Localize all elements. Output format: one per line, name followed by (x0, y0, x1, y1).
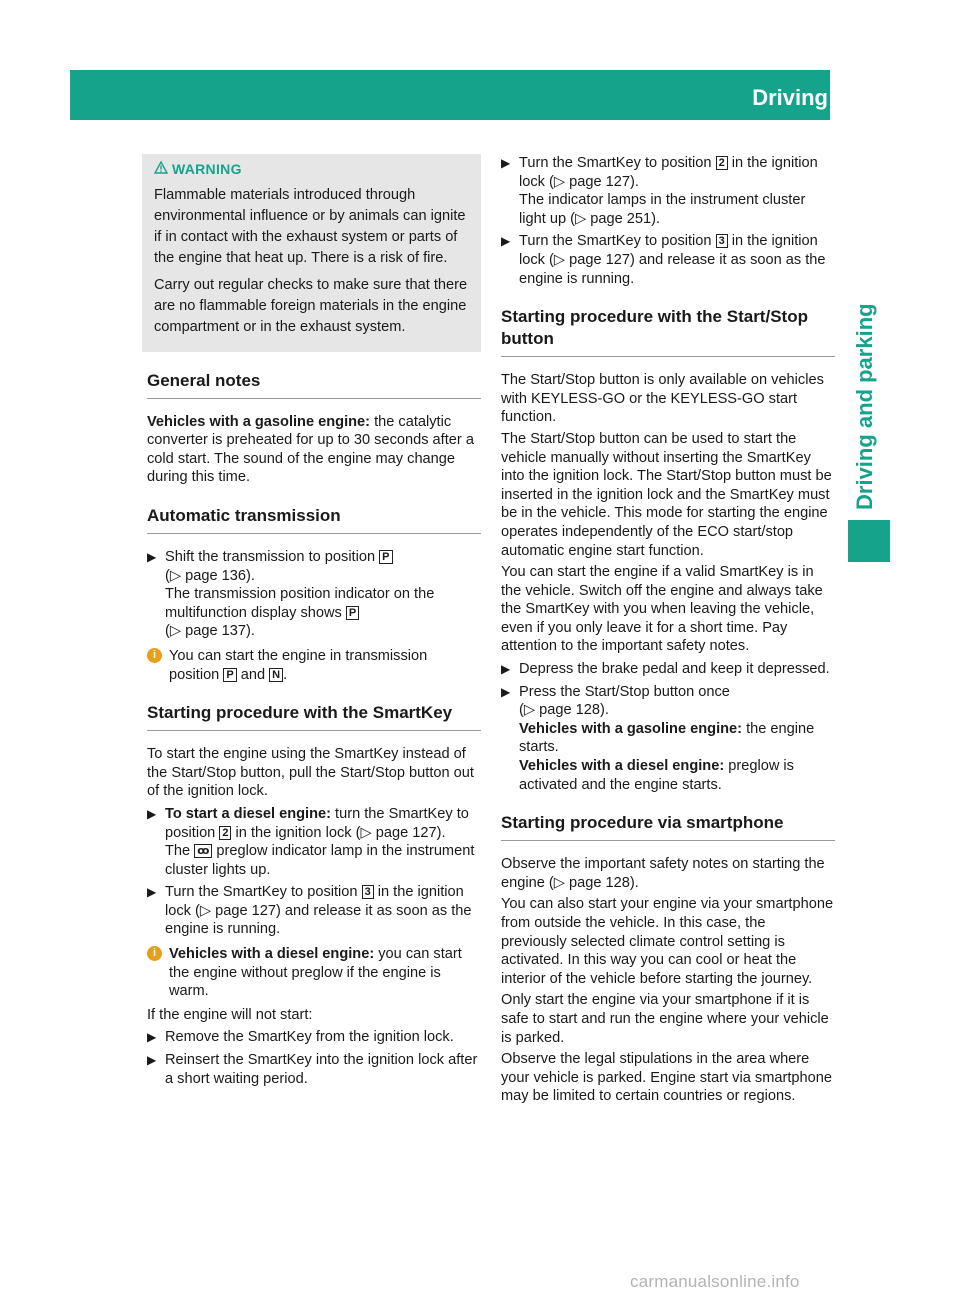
startstop-text-3: You can start the engine if a valid SmartKey is in the vehicle. Switch off the engine and always take the SmartKey with you when leaving the vehicle, even if you only leave it for a short time. Pay attention to the important safety notes. (501, 564, 823, 655)
right-column (501, 154, 835, 1109)
key-p: P (346, 606, 359, 620)
smartphone-text-4: Observe the legal stipulations in the area where your vehicle is parked. Engine start via smartphone may be limited to certain countries or regions. (501, 1051, 832, 1105)
smartphone-text-1: Observe the important safety notes on starting the engine (▷ page 128). (501, 856, 825, 891)
if-not-start-text: If the engine will not start: (147, 1006, 313, 1023)
preglow-icon: ꝏ (194, 844, 212, 858)
warning-text-1: Flammable materials introduced through environmental influence or by animals can ignite if in contact with the exhaust system or parts of the engine that heat up. There is a risk of fire. (154, 186, 466, 266)
key-3: 3 (716, 234, 728, 248)
key-p: P (223, 668, 236, 682)
startstop-text-2: The Start/Stop button can be used to start the vehicle manually without inserting the SmartKey into the ignition lock. The Start/Stop button must be inserted in the ignition lock and the SmartKey must be in the vehicle. This mode for starting the engine operates independently of the ECO start/stop automatic engine start function. (501, 430, 832, 559)
step-diesel-start: ▶ To start a diesel engine: turn the SmartKey to position 2 in the ignition lock (▷ page 127). The ꝏ preglow indicator lamp in the instrument cluster lights up. (147, 805, 475, 878)
info-note-transmission: i You can start the engine in transmission position P and N . (147, 647, 481, 684)
smartkey-intro: To start the engine using the SmartKey instead of the Start/Stop button, pull the Start/Stop button out of the ignition lock. (147, 746, 474, 800)
step-arrow-icon: ▶ (501, 662, 511, 677)
side-tab-marker (848, 520, 890, 562)
chapter-title: Driving (752, 85, 828, 110)
step-arrow-icon: ▶ (501, 684, 511, 699)
left-column (147, 154, 481, 1091)
step-shift-position: ▶ Shift the transmission to position P (▷ page 136). The transmission position indicator on the multifunction display shows P (▷ page 137). (147, 548, 435, 640)
key-3: 3 (362, 885, 374, 899)
warning-box (142, 154, 481, 352)
side-tab-label: Driving and parking (852, 303, 877, 510)
step-turn-key-2: ▶ Turn the SmartKey to position 2 in the ignition lock (▷ page 127). The indicator lamps in the instrument cluster light up (▷ page 251). (501, 155, 818, 227)
header-divider (830, 70, 833, 120)
step-depress-brake: ▶ Depress the brake pedal and keep it depressed. (501, 661, 830, 678)
key-p: P (379, 550, 392, 564)
step-arrow-icon: ▶ (147, 806, 157, 821)
warning-icon (154, 160, 172, 179)
step-reinsert-key: ▶ Reinsert the SmartKey into the ignition lock after a short waiting period. (147, 1052, 478, 1087)
heading-automatic-transmission: Automatic transmission (147, 505, 481, 534)
step-arrow-icon: ▶ (147, 1030, 157, 1045)
step-arrow-icon: ▶ (147, 885, 157, 900)
heading-start-stop: Starting procedure with the Start/Stop button (501, 306, 835, 357)
key-n: N (269, 668, 283, 682)
watermark: carmanualsonline.info (630, 1272, 800, 1291)
warning-text-2: Carry out regular checks to make sure that there are no flammable foreign materials in the engine compartment or in the exhaust system. (154, 276, 468, 335)
heading-smartkey: Starting procedure with the SmartKey (147, 702, 481, 731)
smartphone-text-2: You can also start your engine via your smartphone from outside the vehicle. In this case, the previously selected climate control setting is activated. In this way you can cool or heat the interior of the vehicle before starting the journey. (501, 896, 834, 987)
step-turn-key-3: ▶ Turn the SmartKey to position 3 in the ignition lock (▷ page 127) and release it as soon as the engine is running. (147, 884, 472, 938)
step-remove-key: ▶ Remove the SmartKey from the ignition lock. (147, 1029, 454, 1046)
general-notes-text: Vehicles with a gasoline engine: the catalytic converter is preheated for up to 30 seconds after a cold start. The sound of the engine may change during this time. (147, 413, 474, 486)
heading-general-notes: General notes (147, 370, 481, 399)
step-arrow-icon: ▶ (501, 156, 511, 170)
key-2: 2 (219, 826, 231, 840)
info-icon: i (147, 946, 162, 961)
step-arrow-icon: ▶ (501, 234, 511, 249)
step-turn-key-3-right: ▶ Turn the SmartKey to position 3 in the ignition lock (▷ page 127) and release it as soon as the engine is running. (501, 233, 826, 287)
step-press-start-stop: ▶ Press the Start/Stop button once (▷ page 128). Vehicles with a gasoline engine: the engine starts. Vehicles with a diesel engine: preglow is activated and the engine starts. (501, 683, 815, 793)
warning-heading (154, 160, 475, 179)
heading-smartphone: Starting procedure via smartphone (501, 812, 835, 841)
warning-title: WARNING (172, 161, 242, 177)
info-icon: i (147, 648, 162, 663)
smartphone-text-3: Only start the engine via your smartphone if it is safe to start and run the engine where your vehicle is parked. (501, 992, 829, 1046)
step-arrow-icon: ▶ (147, 1053, 157, 1068)
key-2: 2 (716, 156, 728, 170)
startstop-text-1: The Start/Stop button is only available on vehicles with KEYLESS-GO or the KEYLESS-GO start function. (501, 372, 824, 426)
page-number: 129 (847, 87, 879, 108)
info-note-diesel: i Vehicles with a diesel engine: you can start the engine without preglow if the engine is warm. (147, 945, 481, 1001)
step-arrow-icon: ▶ (147, 549, 157, 564)
